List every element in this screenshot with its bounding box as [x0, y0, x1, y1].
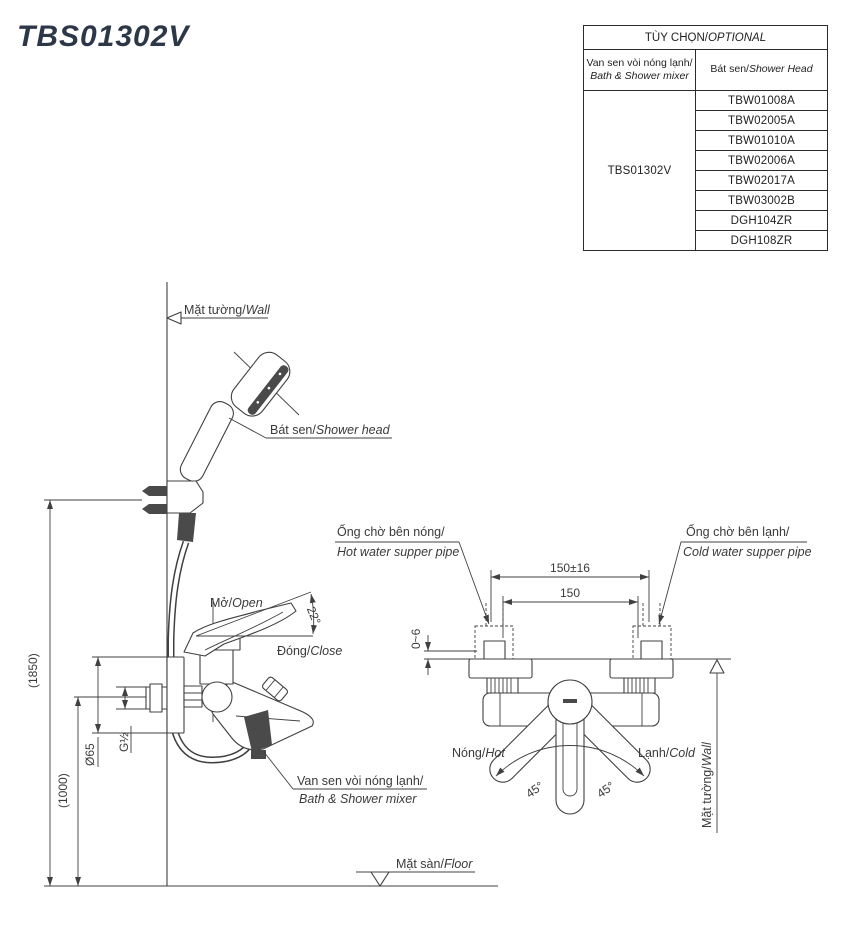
cold-pipe-label-vi: Ống chờ bên lạnh/ — [686, 525, 790, 539]
wall-label: Mặt tường/Wall — [184, 303, 270, 317]
right-flange — [610, 659, 673, 678]
cold-label: Lạnh/Cold — [638, 746, 695, 760]
open-label: Mở/Open — [210, 596, 263, 610]
floor-label: Mặt sàn/Floor — [396, 857, 473, 871]
product-code-title: TBS01302V — [17, 20, 190, 53]
floor-arrow-icon — [371, 872, 389, 886]
hot-supply-elbow — [475, 603, 513, 659]
escutcheon-diameter-value: Ø65 — [83, 743, 97, 766]
mixer-side-view — [167, 603, 313, 759]
mixer-label-vi: Van sen vòi nóng lạnh/ — [297, 774, 424, 788]
floor — [44, 857, 498, 886]
wall-arrow-icon — [167, 312, 181, 324]
mixer-callout — [264, 752, 427, 806]
wall-anchor-icon — [142, 504, 167, 514]
shower-head-callout — [229, 418, 392, 438]
escutcheon — [167, 657, 184, 733]
swing-right-value: 45° — [594, 778, 618, 801]
wall-gap-value: 0~6 — [409, 628, 423, 649]
shower-head-cell: DGH108ZR — [696, 231, 828, 251]
shower-head-cell: TBW01008A — [696, 91, 828, 111]
left-flange — [469, 659, 532, 678]
shower-handle — [177, 398, 237, 485]
wall-callout — [167, 303, 271, 324]
side-view — [26, 282, 498, 886]
hex-nipple — [184, 686, 202, 707]
shower-head-cell: TBW02017A — [696, 171, 828, 191]
shower-head-cell: DGH104ZR — [696, 211, 828, 231]
shower-head-cell: TBW03002B — [696, 191, 828, 211]
wall-reference-right — [700, 660, 724, 833]
hot-pipe-label-vi: Ống chờ bên nóng/ — [337, 525, 445, 539]
dimension-pipe-span — [503, 586, 638, 638]
ball-joint — [202, 682, 232, 712]
union-nut — [150, 684, 162, 712]
thread-size-value: G½ — [117, 732, 131, 752]
mixer-front-view — [469, 659, 673, 814]
cold-pipe-callout — [659, 524, 812, 624]
wall-label-right: Mặt tường/Wall — [700, 742, 714, 828]
shower-head-cell: TBW01010A — [696, 131, 828, 151]
shower-head-column-header: Bát sen/Shower Head — [696, 50, 828, 91]
shower-head-cell: TBW02005A — [696, 111, 828, 131]
dome-mark — [563, 699, 577, 703]
mixer-code-cell: TBS01302V — [584, 91, 696, 251]
cold-pipe-label-en: Cold water supper pipe — [683, 545, 812, 559]
shower-head-cell: TBW02006A — [696, 151, 828, 171]
dimension-mixer-height — [56, 697, 78, 886]
hot-label: Nóng/Hot — [452, 746, 505, 760]
mixer-label-en: Bath & Shower mixer — [299, 792, 417, 806]
swing-left-value: 45° — [523, 778, 547, 801]
pipe-span-value: 150 — [559, 586, 581, 600]
dimension-wall-gap — [409, 628, 477, 675]
left-union-nut — [487, 678, 518, 693]
close-label: Đóng/Close — [277, 644, 343, 658]
right-union-nut — [624, 678, 655, 693]
table-title-en: OPTIONAL — [707, 31, 767, 44]
hot-pipe-label-en: Hot water supper pipe — [337, 545, 460, 559]
mixer-height-value: (1000) — [56, 773, 70, 808]
hot-pipe-callout — [335, 524, 489, 624]
mixer-column-header: Van sen vòi nóng lạnh/ Bath & Shower mixer — [584, 50, 696, 91]
hand-shower — [177, 347, 299, 485]
supply-stub — [146, 684, 167, 712]
shower-bracket — [142, 481, 203, 542]
open-angle-value: 22° — [303, 604, 324, 627]
pipe-span-tolerance-value: 150±16 — [550, 561, 590, 575]
hose-nut — [177, 513, 196, 542]
wall-arrow-up-icon — [710, 660, 724, 673]
shower-head — [226, 347, 295, 421]
cold-supply-elbow — [633, 603, 671, 659]
shower-height-value: (1850) — [26, 653, 40, 688]
table-title-vi: TÙY CHỌN/ — [644, 31, 708, 44]
wall-anchor-icon — [142, 486, 167, 496]
shower-head-label: Bát sen/Shower head — [270, 423, 390, 437]
